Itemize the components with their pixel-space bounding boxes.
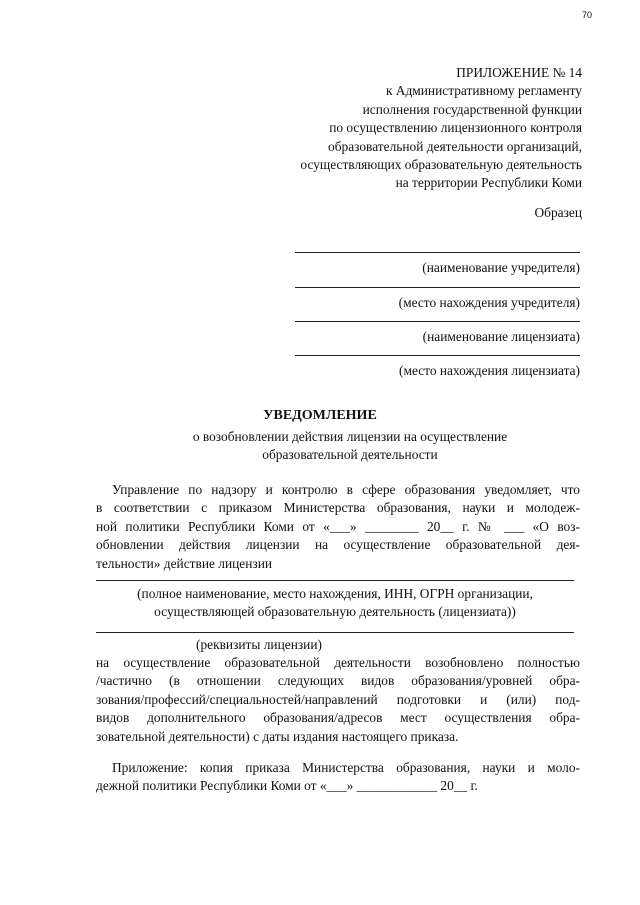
appendix-line: на территории Республики Коми <box>395 175 582 191</box>
document-title: УВЕДОМЛЕНИЕ <box>263 408 377 423</box>
appendix-line: к Административному регламенту <box>385 83 582 99</box>
sample-label: Образец <box>534 205 582 220</box>
appendix-title: ПРИЛОЖЕНИЕ № 14 <box>456 65 582 80</box>
attachment-paragraph <box>96 759 580 796</box>
founder-location-field <box>295 287 580 311</box>
founder-location-caption: (место нахождения учредителя) <box>398 295 580 310</box>
paragraph-line: видов дополнительного образования/адресов мест осуществления обра- <box>96 710 580 726</box>
organization-caption-line: осуществляющей образовательную деятельность (лицензиата)) <box>154 604 516 620</box>
paragraph-line: тельности» действие лицензии <box>96 555 273 571</box>
license-details-line <box>96 632 574 633</box>
paragraph-line: ной политики Республики Коми от «___» ________ 20__ г. № ___ «О воз- <box>96 518 580 534</box>
paragraph-line: зовательной деятельности) с даты издания настоящего приказа. <box>96 728 459 744</box>
notification-paragraph <box>96 481 580 573</box>
appendix-header <box>300 64 582 193</box>
organization-caption <box>96 585 574 622</box>
resumption-paragraph <box>96 654 580 746</box>
paragraph-line: в соответствии с приказом Министерства образования, науки и молодеж- <box>96 500 580 516</box>
licensee-location-line <box>295 355 580 356</box>
appendix-line: исполнения государственной функции <box>362 101 582 117</box>
licensee-name-caption: (наименование лицензиата) <box>422 329 580 344</box>
founder-name-line <box>295 252 580 253</box>
appendix-line: осуществляющих образовательную деятельность <box>300 157 582 173</box>
paragraph-line: Приложение: копия приказа Министерства образования, науки и моло- <box>112 760 580 775</box>
appendix-line: образовательной деятельности организаций, <box>328 138 582 154</box>
founder-name-field <box>295 252 580 276</box>
paragraph-line: /частично (в отношении следующих видов образования/уровней обра- <box>96 673 580 689</box>
licensee-name-field <box>295 321 580 345</box>
licensee-name-line <box>295 321 580 322</box>
appendix-line: по осуществлению лицензионного контроля <box>329 120 582 136</box>
license-details-caption: (реквизиты лицензии) <box>196 637 322 652</box>
organization-caption-line: (полное наименование, место нахождения, ИНН, ОГРН организации, <box>137 586 533 601</box>
founder-location-line <box>295 287 580 288</box>
paragraph-line: на осуществление образовательной деятельности возобновлено полностью <box>96 655 580 670</box>
paragraph-line: Управление по надзору и контролю в сфере образования уведомляет, что <box>112 482 580 497</box>
founder-name-caption: (наименование учредителя) <box>422 260 580 275</box>
paragraph-line: дежной политики Республики Коми от «___» ____________ 20__ г. <box>96 778 478 794</box>
licensee-location-caption: (место нахождения лицензиата) <box>399 363 580 378</box>
subtitle-line: образовательной деятельности <box>262 447 438 463</box>
organization-line <box>96 580 574 581</box>
paragraph-line: обновлении действия лицензии на осуществление образовательной дея- <box>96 537 580 553</box>
licensee-location-field <box>295 355 580 379</box>
page-number: 70 <box>581 10 592 20</box>
paragraph-line: зования/профессий/специальностей/направлений подготовки и (или) под- <box>96 691 580 707</box>
subtitle-line: о возобновлении действия лицензии на осуществление <box>192 429 508 444</box>
document-subtitle <box>100 428 600 465</box>
